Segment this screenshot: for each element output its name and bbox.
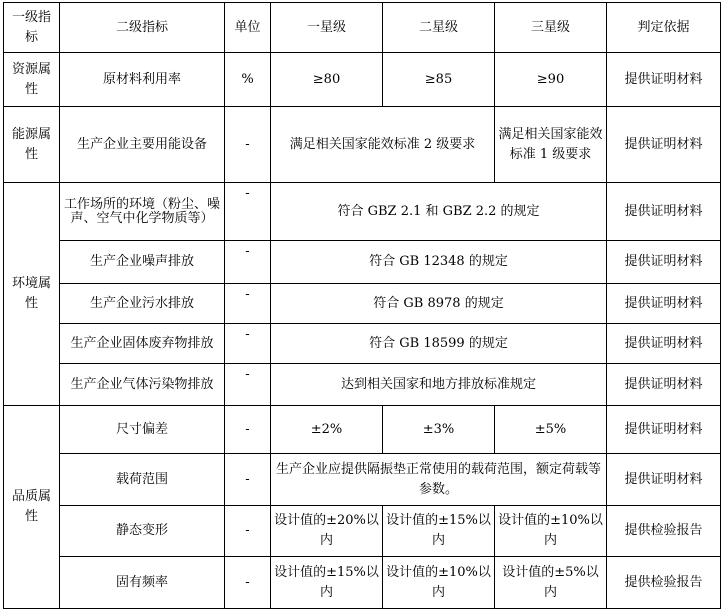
header-level2: 二级指标: [60, 3, 225, 53]
unit-cell: -: [225, 557, 271, 609]
header-star2: 二星级: [383, 3, 495, 53]
star3-cell: ≥90: [495, 53, 607, 107]
star2-cell: 设计值的±10%以内: [383, 557, 495, 609]
indicator-cell: 生产企业污水排放: [60, 284, 225, 324]
basis-cell: 提供证明材料: [607, 284, 721, 324]
table-row: [4, 364, 721, 406]
unit-cell: %: [225, 53, 271, 107]
unit-cell: -: [225, 506, 271, 557]
requirement-merged-cell: 生产企业应提供隔振垫正常使用的载荷范围，额定荷载等参数。: [271, 454, 607, 506]
table-row: [4, 107, 721, 183]
table-row: [4, 406, 721, 454]
table-row: [4, 183, 721, 241]
indicator-cell: 尺寸偏差: [60, 406, 225, 454]
table-row: [4, 324, 721, 364]
unit-cell: -: [225, 454, 271, 506]
star1-cell: ≥80: [271, 53, 383, 107]
requirement-merged-cell: 符合 GB 12348 的规定: [271, 241, 607, 284]
star1-cell: 设计值的±20%以内: [271, 506, 383, 557]
header-star3: 三星级: [495, 3, 607, 53]
unit-cell: -: [225, 107, 271, 183]
indicator-cell: 载荷范围: [60, 454, 225, 506]
table-row: [4, 454, 721, 506]
indicator-cell: 静态变形: [60, 506, 225, 557]
star3-cell: 满足相关国家能效标准 1 级要求: [495, 107, 607, 183]
table-row: [4, 241, 721, 284]
header-basis: 判定依据: [607, 3, 721, 53]
star1-cell: 设计值的±15%以内: [271, 557, 383, 609]
basis-cell: 提供证明材料: [607, 107, 721, 183]
table-row: [4, 53, 721, 107]
star3-cell: 设计值的±10%以内: [495, 506, 607, 557]
header-unit: 单位: [225, 3, 271, 53]
indicator-cell: 生产企业主要用能设备: [60, 107, 225, 183]
basis-cell: 提供证明材料: [607, 241, 721, 284]
requirement-merged-cell: 符合 GB 18599 的规定: [271, 324, 607, 364]
evaluation-table: [3, 2, 721, 609]
star3-cell: 设计值的±5%以内: [495, 557, 607, 609]
star2-cell: ≥85: [383, 53, 495, 107]
unit-cell: -: [225, 406, 271, 454]
indicator-cell: 生产企业噪声排放: [60, 241, 225, 284]
unit-cell: -: [225, 241, 271, 284]
table-row: [4, 506, 721, 557]
indicator-cell: 固有频率: [60, 557, 225, 609]
star1-cell: ±2%: [271, 406, 383, 454]
basis-cell: 提供证明材料: [607, 183, 721, 241]
category-cell: 品质属性: [4, 406, 60, 609]
star2-cell: 设计值的±15%以内: [383, 506, 495, 557]
star2-cell: ±3%: [383, 406, 495, 454]
basis-cell: 提供证明材料: [607, 406, 721, 454]
basis-cell: 提供证明材料: [607, 53, 721, 107]
requirement-merged-cell: 符合 GB 8978 的规定: [271, 284, 607, 324]
basis-cell: 提供证明材料: [607, 454, 721, 506]
category-cell: 能源属性: [4, 107, 60, 183]
basis-cell: 提供证明材料: [607, 324, 721, 364]
table-header-row: [4, 3, 721, 53]
unit-cell: -: [225, 324, 271, 364]
unit-cell: -: [225, 284, 271, 324]
indicator-cell: 工作场所的环境（粉尘、噪声、空气中化学物质等）: [60, 183, 225, 241]
requirement-merged-cell: 达到相关国家和地方排放标准规定: [271, 364, 607, 406]
basis-cell: 提供检验报告: [607, 557, 721, 609]
category-cell: 资源属性: [4, 53, 60, 107]
header-level1: 一级指标: [4, 3, 60, 53]
indicator-cell: 原材料利用率: [60, 53, 225, 107]
unit-cell: -: [225, 364, 271, 406]
requirement-merged-cell: 符合 GBZ 2.1 和 GBZ 2.2 的规定: [271, 183, 607, 241]
category-cell: 环境属性: [4, 183, 60, 406]
header-star1: 一星级: [271, 3, 383, 53]
star12-merged-cell: 满足相关国家能效标准 2 级要求: [271, 107, 495, 183]
basis-cell: 提供检验报告: [607, 506, 721, 557]
unit-cell: -: [225, 183, 271, 241]
indicator-cell: 生产企业固体废弃物排放: [60, 324, 225, 364]
indicator-cell: 生产企业气体污染物排放: [60, 364, 225, 406]
star3-cell: ±5%: [495, 406, 607, 454]
table-row: [4, 284, 721, 324]
table-row: [4, 557, 721, 609]
basis-cell: 提供证明材料: [607, 364, 721, 406]
